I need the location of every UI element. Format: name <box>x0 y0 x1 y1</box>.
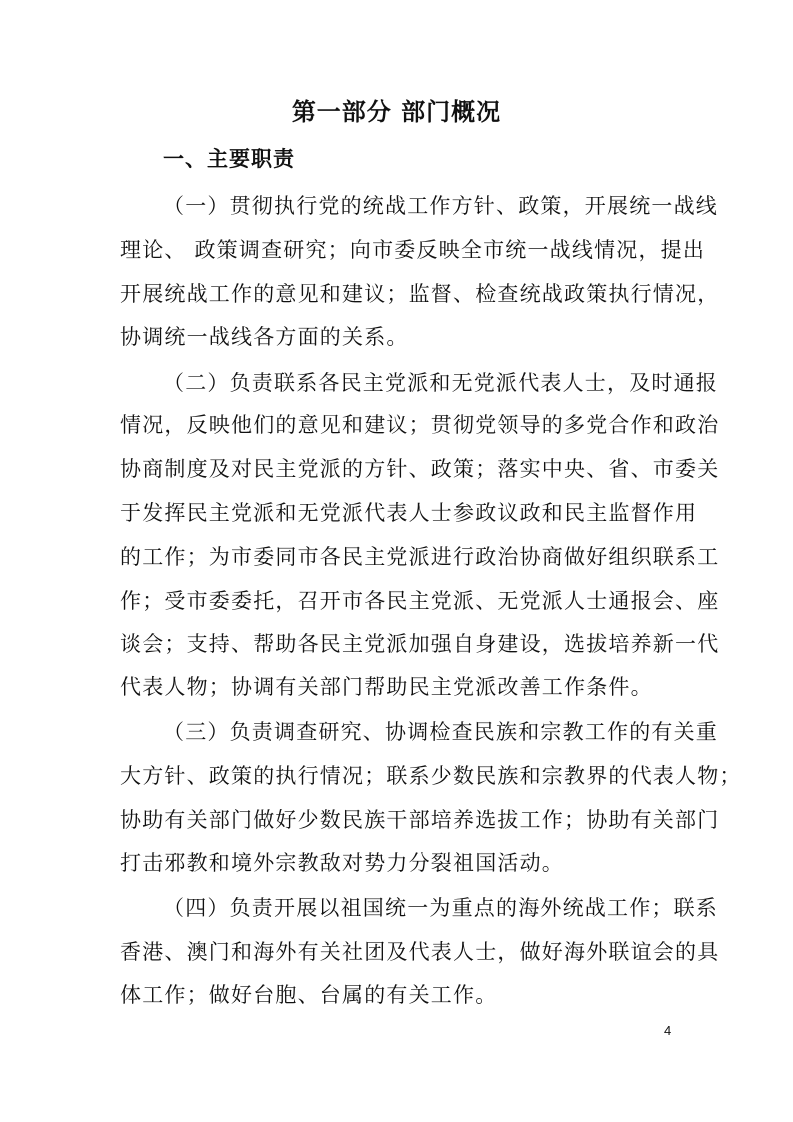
paragraph-3-line-4: 打击邪教和境外宗教敌对势力分裂祖国活动。 <box>120 851 564 875</box>
paragraph-4-line-3: 体工作；做好台胞、台属的有关工作。 <box>120 983 498 1007</box>
section-heading: 一、主要职责 <box>163 147 295 171</box>
paragraph-2-line-7: 谈会；支持、帮助各民主党派加强自身建设，选拔培养新一代 <box>120 632 720 656</box>
page-number: 4 <box>664 1023 672 1038</box>
paragraph-1-line-4: 协调统一战线各方面的关系。 <box>120 325 409 349</box>
paragraph-2-line-1: （二）负责联系各民主党派和无党派代表人士，及时通报 <box>163 371 718 395</box>
paragraph-2-line-2: 情况，反映他们的意见和建议；贯彻党领导的多党合作和政治 <box>120 413 720 437</box>
paragraph-1-line-3: 开展统战工作的意见和建议；监督、检查统战政策执行情况， <box>120 282 720 306</box>
paragraph-2-line-5: 的工作；为市委同市各民主党派进行政治协商做好组织联系工 <box>120 545 720 569</box>
paragraph-3-line-2: 大方针、政策的执行情况；联系少数民族和宗教界的代表人物； <box>120 764 742 788</box>
paragraph-2-line-6: 作；受市委委托，召开市各民主党派、无党派人士通报会、座 <box>120 589 720 613</box>
paragraph-1-line-1: （一）贯彻执行党的统战工作方针、政策，开展统一战线 <box>163 194 718 218</box>
page-title: 第一部分 部门概况 <box>291 98 502 126</box>
paragraph-2-line-8: 代表人物；协调有关部门帮助民主党派改善工作条件。 <box>120 675 653 699</box>
paragraph-3-line-3: 协助有关部门做好少数民族干部培养选拔工作；协助有关部门 <box>120 808 720 832</box>
paragraph-3-line-1: （三）负责调查研究、协调检查民族和宗教工作的有关重 <box>163 720 718 744</box>
paragraph-1-line-2: 理论、 政策调查研究；向市委反映全市统一战线情况，提出 <box>120 238 706 262</box>
paragraph-4-line-2: 香港、澳门和海外有关社团及代表人士，做好海外联谊会的具 <box>120 940 720 964</box>
paragraph-2-line-3: 协商制度及对民主党派的方针、政策；落实中央、省、市委关 <box>120 457 720 481</box>
paragraph-2-line-4: 于发挥民主党派和无党派代表人士参政议政和民主监督作用 <box>120 501 698 525</box>
paragraph-4-line-1: （四）负责开展以祖国统一为重点的海外统战工作；联系 <box>163 896 718 920</box>
